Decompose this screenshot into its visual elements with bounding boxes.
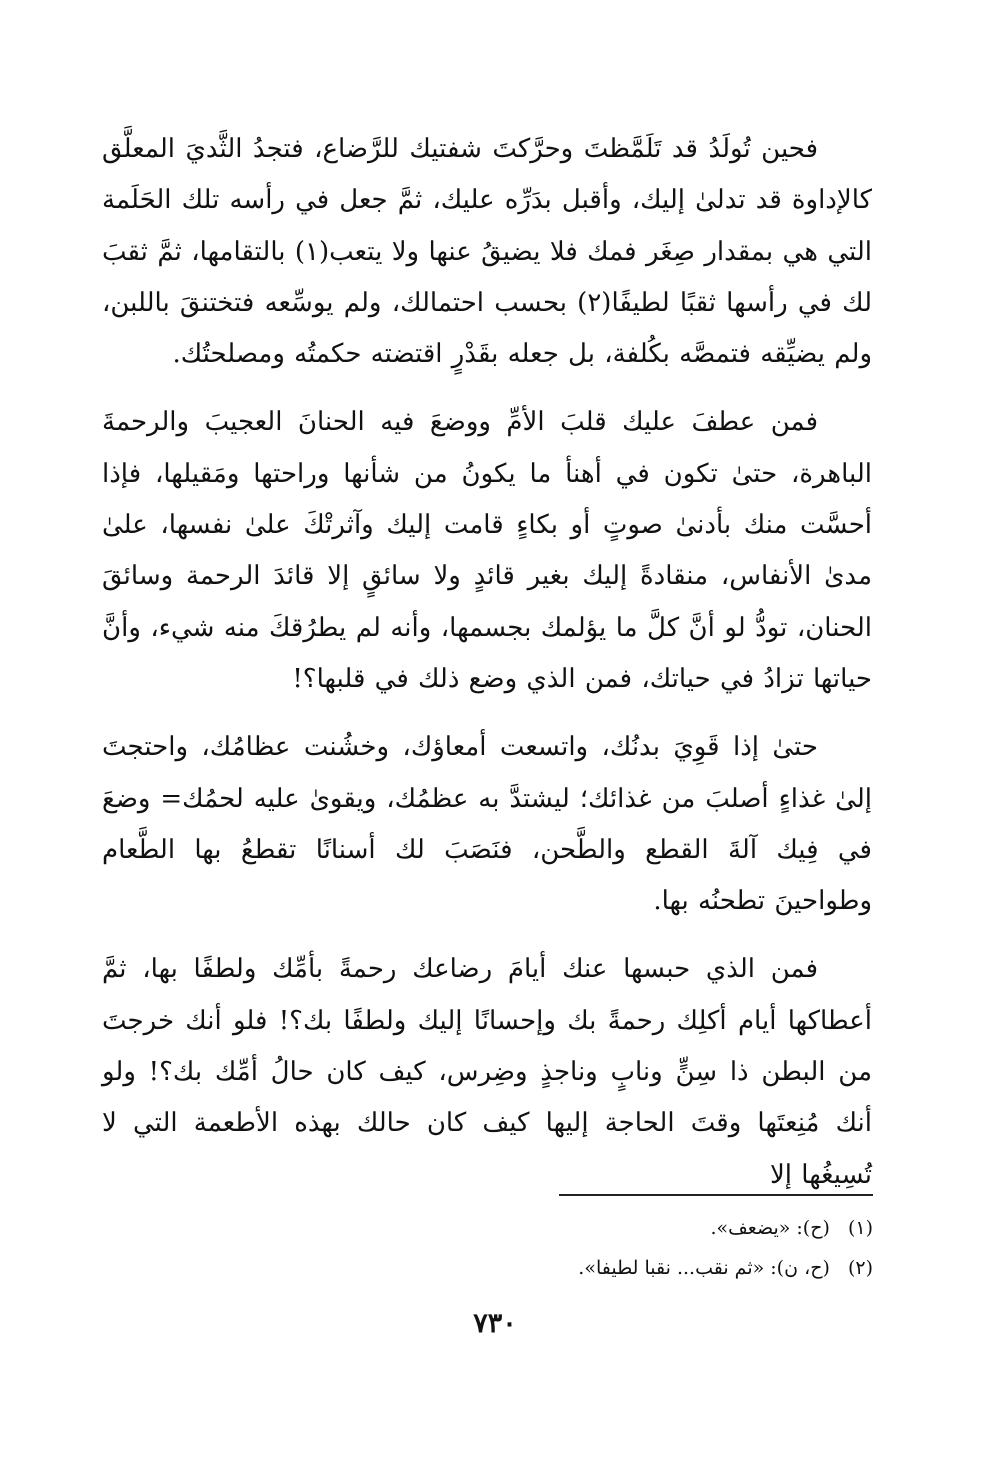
page-number: ٧٣٠	[473, 1308, 517, 1339]
footnote-2-text: (ح، ن): «ثم نقب... نقبا لطيفا».	[578, 1257, 830, 1279]
paragraph-4: فمن الذي حبسها عنك أيامَ رضاعك رحمةً بأمِّك ولطفًا بها، ثمَّ أعطاكها أيام أكلِك رحمةً بك وإحسانًا إليك ولطفًا بك؟! فلو أنك خرجتَ من البطن ذا سِنٍّ ونابٍ وناجذٍ وضِرس، كيف كان حالُ أمِّك بك؟! ولو أنك مُنِعتَها وقتَ الحاجة إليها كيف كان حالك بهذه الأطعمة التي لا تُسِيغُها إلا	[102, 954, 872, 1190]
footnotes	[300, 1208, 873, 1288]
paragraph-3: حتىٰ إذا قَوِيَ بدنُك، واتسعت أمعاؤك، وخشُنت عظامُك، واحتجتَ إلىٰ غذاءٍ أصلبَ من غذائك؛ ليشتدَّ به عظمُك، ويقوىٰ عليه لحمُك= وضعَ في فِيك آلةَ القطع والطَّحن، فنَصَبَ لك أسنانًا تقطعُ بها الطَّعام وطواحينَ تطحنُه بها.	[102, 732, 872, 917]
footnote-1-text: (ح): «يضعف».	[710, 1217, 830, 1239]
paragraph-2: فمن عطفَ عليك قلبَ الأمِّ ووضعَ فيه الحنانَ العجيبَ والرحمةَ الباهرة، حتىٰ تكون في أهنأ ما يكونُ من شأنها وراحتها ومَقيلها، فإذا أحسَّت منك بأدنىٰ صوتٍ أو بكاءٍ قامت إليك وآثرتْكَ علىٰ نفسها، علىٰ مدىٰ الأنفاس، منقادةً إليك بغير قائدٍ ولا سائقٍ إلا قائدَ الرحمة وسائقَ الحنان، تودُّ لو أنَّ كلَّ ما يؤلمك بجسمها، وأنه لم يطرُقكَ منه شيء، وأنَّ حياتها تزادُ في حياتك، فمن الذي وضع ذلك في قلبها؟!	[102, 407, 872, 694]
main-text	[102, 124, 872, 1218]
footnote-divider	[559, 1194, 873, 1196]
footnote-1-number: (١)	[847, 1217, 873, 1239]
footnote-2-number: (٢)	[847, 1257, 873, 1279]
footnote-1	[300, 1208, 873, 1248]
paragraph-1: فحين تُولَدُ قد تَلَمَّظتَ وحرَّكتَ شفتيك للرَّضاع، فتجدُ الثَّديَ المعلَّق كالإداوة قد تدلىٰ إليك، وأقبل بدَرِّه عليك، ثمَّ جعل في رأسه تلك الحَلَمة التي هي بمقدار صِغَر فمك فلا يضيقُ عنها ولا يتعب(١) بالتقامها، ثمَّ ثقبَ لك في رأسها ثقبًا لطيفًا(٢) بحسب احتمالك، ولم يوسِّعه فتختنقَ باللبن، ولم يضيِّقه فتمصَّه بكُلفة، بل جعله بقَدْرٍ اقتضته حكمتُه ومصلحتُك.	[102, 134, 872, 370]
footnote-2	[300, 1248, 873, 1288]
